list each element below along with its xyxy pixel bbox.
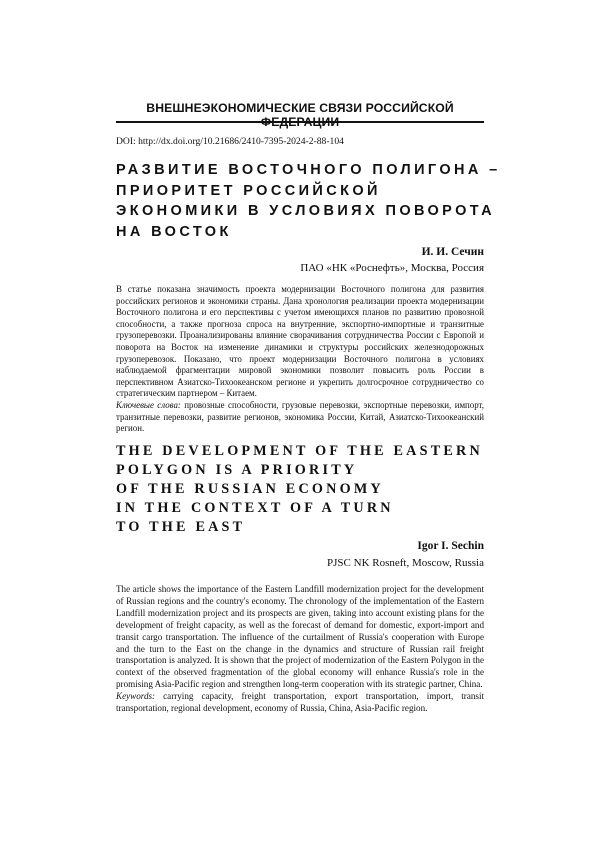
title-ru-line: РАЗВИТИЕ ВОСТОЧНОГО ПОЛИГОНА – [116,162,501,178]
keywords-ru-label: Ключевые слова: [116,399,181,410]
title-en-line: THE DEVELOPMENT OF THE EASTERN [116,443,483,459]
affiliation-en: PJSC NK Rosneft, Moscow, Russia [327,557,484,569]
title-en-line: IN THE CONTEXT OF A TURN [116,500,394,516]
keywords-ru [116,400,484,435]
header-rule [116,121,484,123]
author-en: Igor I. Sechin [417,540,484,552]
abstract-ru [116,284,484,435]
title-en-line: TO THE EAST [116,519,246,535]
title-en-line: POLYGON IS A PRIORITY [116,462,358,478]
keywords-en-label: Keywords: [116,691,156,702]
keywords-ru-text: провозные способности, грузовые перевозки, экспортные перевозки, импорт, транзитные перевозки, развитие регионов, экономика России, Китай, Азиатско-Тихоокеанский регион. [116,399,484,434]
abstract-en [116,584,484,715]
title-ru-line: ПРИОРИТЕТ РОССИЙСКОЙ [116,182,381,199]
keywords-en-text: carrying capacity, freight transportation, export transportation, import, transit transportation, regional development, economy of Russia, China, Asia-Pacific region. [116,691,484,714]
title-en [116,442,496,537]
abstract-ru-text: В статье показана значимость проекта модернизации Восточного полигона для развития российских регионов и экономики страны. Дана хронология реализации проекта модернизации Восточного полигона и его перспективы с учетом имеющихся планов по развитию провозной способности, а также прогноза спроса на внутренние, экспортно-импортные и транзитные грузоперевозки. Проанализированы влияние сворачивания сотрудничества России с Европой и поворота на Восток на изменение динамики и структуры российских железнодорожных грузоперевозок. Показано, что проект модернизации Восточного полигона в условиях наблюдаемой фрагментации мировой экономики позволит повысить роль России в перспективном Азиатско-Тихоокеанском регионе и укрепить долгосрочное сотрудничество со стратегическим партнером – Китаем. [116,284,484,399]
journal-header: ВНЕШНЕЭКОНОМИЧЕСКИЕ СВЯЗИ РОССИЙСКОЙ ФЕДЕРАЦИИ [146,101,454,129]
title-ru-line: ЭКОНОМИКИ В УСЛОВИЯХ ПОВОРОТА [116,203,495,219]
doi-line: DOI: http://dx.doi.org/10.21686/2410-7395-2024-2-88-104 [116,136,344,147]
keywords-en [116,691,484,715]
abstract-en-text: The article shows the importance of the Eastern Landfill modernization project for the development of Russian regions and the country's economy. The chronology of the implementation of the Eastern Landfill modernization project and its prospects are given, taking into account existing plans for the development of freight capacity, as well as the forecast of demand for domestic, export-import and transit cargo transportation. The influence of the curtailment of Russia's cooperation with Europe and the turn to the East on the change in the dynamics and structure of Russian rail freight transportation is analyzed. It is shown that the project of modernization of the Eastern Polygon in the context of the observed fragmentation of the global economy will enhance Russia's role in the promising Asia-Pacific region and strengthen long-term cooperation with its strategic partner, China. [116,584,484,690]
author-ru: И. И. Сечин [421,246,484,258]
title-ru-line: НА ВОСТОК [116,223,232,240]
title-ru [116,160,501,242]
affiliation-ru: ПАО «НК «Роснефть», Москва, Россия [300,262,484,274]
title-en-line: OF THE RUSSIAN ECONOMY [116,481,384,497]
